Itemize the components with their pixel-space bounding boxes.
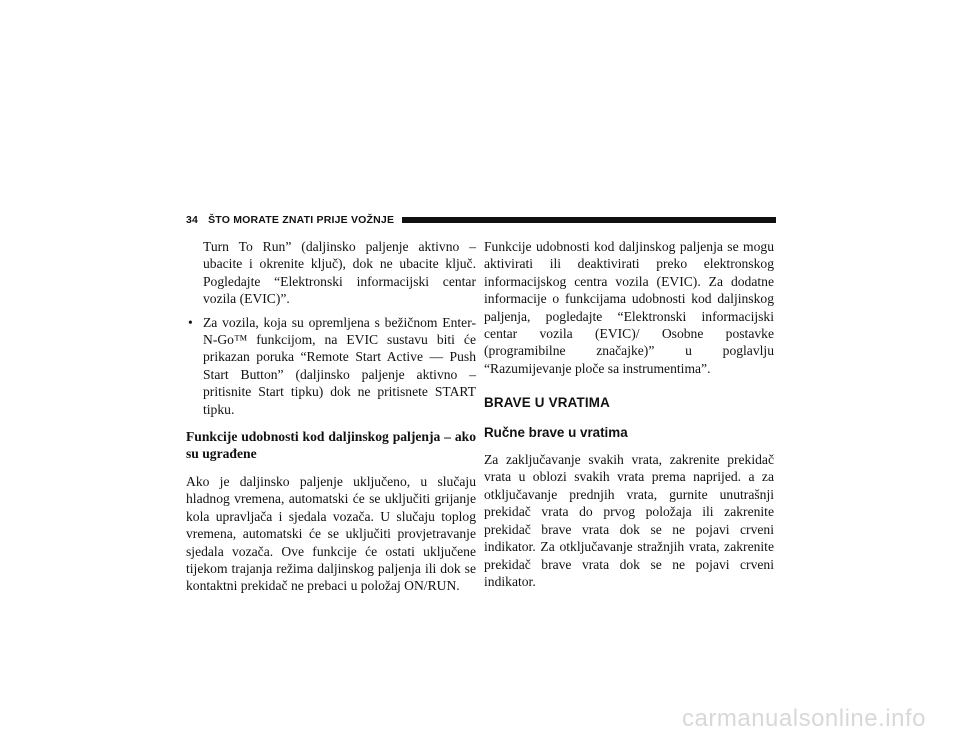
bullet-item: [186, 314, 476, 418]
right-column: [484, 238, 774, 590]
watermark-text: carmanualsonline.info: [682, 705, 926, 732]
page-number: 34: [186, 214, 199, 226]
bullet-text: Za vozila, koja su opremljena s bežičnom Enter-N-Go™ funkcijom, na EVIC sustavu biti će prikazan poruka “Remote Start Active — Push Start Button” (daljinsko paljenje aktivno – pritisnite Start tipku) dok ne pritisnete START tipku.: [203, 314, 476, 417]
bullet-icon: •: [188, 314, 193, 330]
subheading: Funkcije udobnosti kod daljinskog paljenja – ako su ugrađene: [186, 429, 476, 462]
section-heading: BRAVE U VRATIMA: [484, 395, 610, 411]
body-paragraph: Za zaključavanje svakih vrata, zakrenite prekidač vrata u oblozi svakih vrata prema naprijed. a za otključavanje prednjih vrata, gurnite unutrašnji prekidač vrata do prvog položaja ili zakrenite prekidač brave vrata dok se ne pojavi crveni indikator. Za otključavanje stražnjih vrata, zakrenite prekidač brave vrata dok se ne pojavi crveni indikator.: [484, 452, 774, 589]
header-rule: [402, 217, 776, 223]
section-title: ŠTO MORATE ZNATI PRIJE VOŽNJE: [208, 214, 395, 226]
page-header: [186, 212, 776, 228]
body-paragraph: Ako je daljinsko paljenje uključeno, u slučaju hladnog vremena, automatski će se uključiti grijanje kola upravljača i sjedala vozača. U slučaju toplog vremena, automatski će se uključiti provjetravanje sjedala vozača. Ove funkcije će ostati uključene tijekom trajanja režima daljinskog paljenja ili dok se kontaktni prekidač ne prebaci u položaj ON/RUN.: [186, 473, 476, 594]
subsection-heading: Ručne brave u vratima: [484, 424, 628, 440]
left-column: [186, 238, 476, 595]
continuation-text: Turn To Run” (daljinsko paljenje aktivno – ubacite i okrenite ključ), dok ne ubacite ključ. Pogledajte “Elektronski informacijski centar vozila (EVIC)”.: [203, 239, 476, 307]
body-paragraph: Funkcije udobnosti kod daljinskog paljenja se mogu aktivirati ili deaktivirati preko elektronskog informacijskog centra vozila (EVIC). Za dodatne informacije o funkcijama udobnosti kod daljinskog paljenja, pogledajte “Elektronski informacijski centar vozila (EVIC)/ Osobne postavke (programibilne značajke)” u poglavlju “Razumijevanje ploče sa instrumentima”.: [484, 239, 774, 376]
